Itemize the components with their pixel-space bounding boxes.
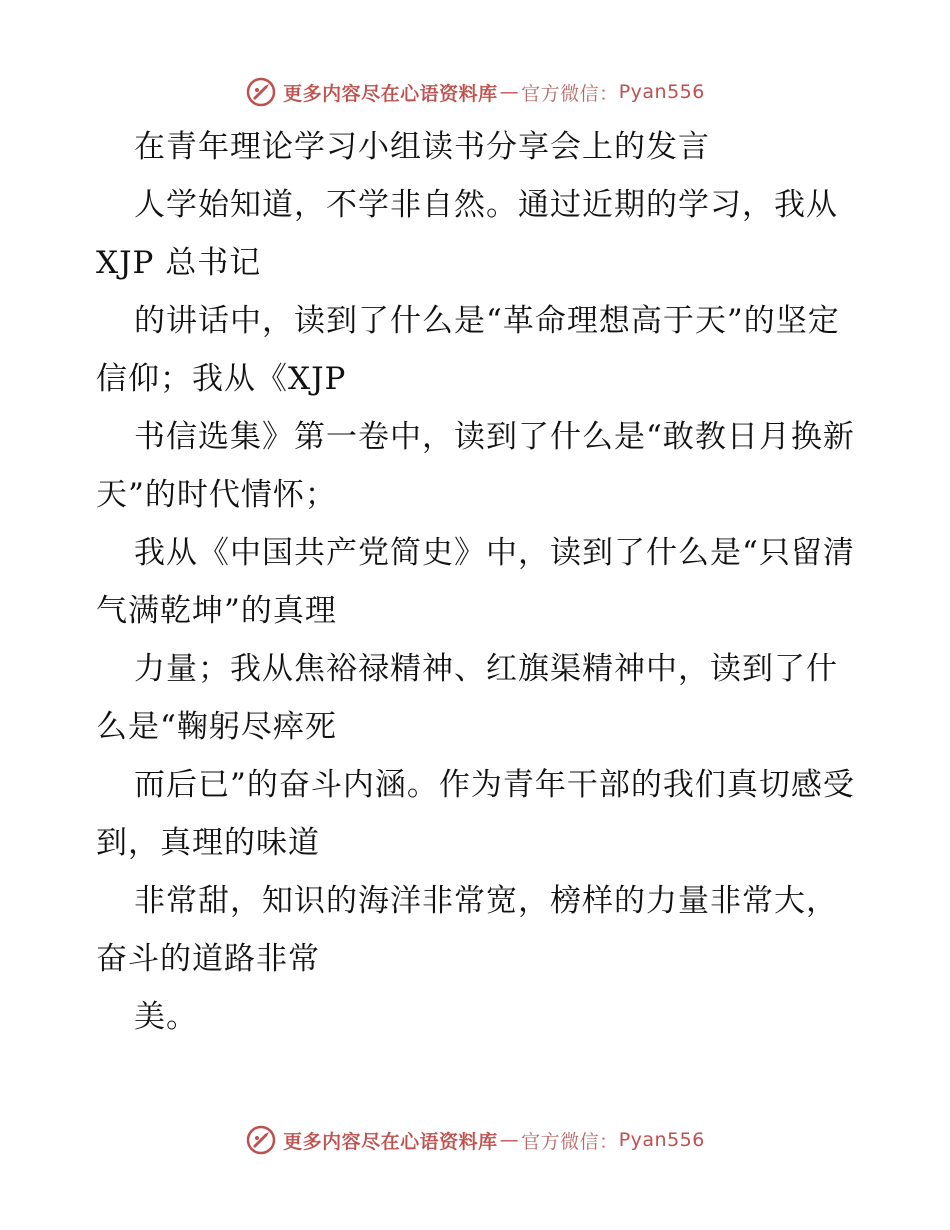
watermark-separator: — (499, 81, 520, 103)
paragraph: 书信选集》第一卷中，读到了什么是“敢教日月换新天”的时代情怀； (96, 419, 855, 513)
footer-watermark (0, 1120, 950, 1160)
document-title: 在青年理论学习小组读书分享会上的发言 (134, 129, 710, 165)
watermark-brand: 更多内容尽在心语资料库 (283, 82, 498, 105)
watermark-wechat-id: Pyan556 (618, 1129, 705, 1151)
watermark-separator: — (499, 1129, 520, 1151)
watermark-label: 官方微信： (521, 82, 619, 105)
brand-logo-icon (245, 1124, 277, 1156)
paragraph: 非常甜，知识的海洋非常宽，榜样的力量非常大，奋斗的道路非常 (96, 883, 838, 977)
document-body (96, 118, 866, 1046)
watermark-wechat-id: Pyan556 (618, 81, 705, 103)
paragraph: 而后已”的奋斗内涵。作为青年干部的我们真切感受到，真理的味道 (96, 767, 855, 861)
paragraph: 力量；我从焦裕禄精神、红旗渠精神中，读到了什么是“鞠躬尽瘁死 (96, 651, 838, 745)
watermark-brand: 更多内容尽在心语资料库 (283, 1130, 498, 1153)
paragraph: 人学始知道，不学非自然。通过近期的学习，我从 XJP 总书记 (96, 187, 838, 281)
paragraph: 美。 (134, 999, 198, 1035)
watermark-label: 官方微信： (521, 1130, 619, 1153)
brand-logo-icon (245, 76, 277, 108)
paragraph: 我从《中国共产党简史》中，读到了什么是“只留清气满乾坤”的真理 (96, 535, 855, 629)
header-watermark (0, 72, 950, 112)
paragraph: 的讲话中，读到了什么是“革命理想高于天”的坚定信仰；我从《XJP (96, 303, 840, 397)
